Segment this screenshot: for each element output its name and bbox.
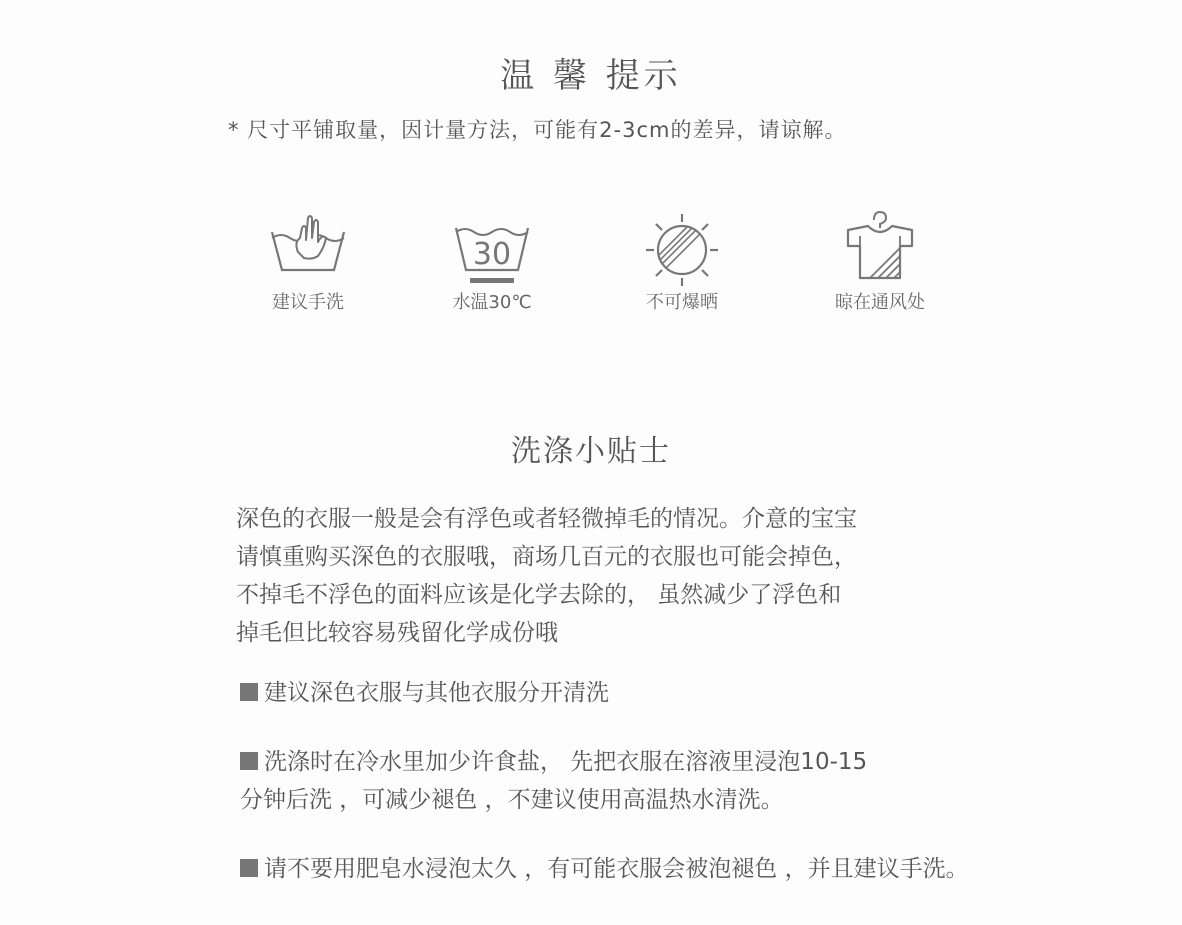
care-label-hand-wash: 建议手洗	[272, 292, 344, 313]
page-title: 温 馨 提示	[500, 56, 682, 96]
hand-wash-icon	[268, 212, 348, 278]
tips-title: 洗涤小贴士	[511, 434, 671, 469]
care-label-hang-dry: 晾在通风处	[835, 292, 925, 313]
care-label-wash-30: 水温30℃	[452, 292, 532, 313]
wash-30-badge: 30	[472, 237, 512, 272]
size-note: * 尺寸平铺取量，因计量方法，可能有2-3cm的差异，请谅解。	[228, 118, 847, 142]
tip-item-3	[240, 850, 969, 888]
care-item-no-sun	[582, 212, 782, 314]
care-item-wash-30	[392, 212, 592, 314]
paragraph-line: 请慎重购买深色的衣服哦，商场几百元的衣服也可能会掉色，	[236, 544, 857, 570]
bullet-square-icon	[240, 752, 258, 770]
no-sun-icon	[642, 212, 722, 286]
tip-text: 建议深色衣服与其他衣服分开清洗	[264, 680, 609, 706]
tip-item-1	[240, 674, 609, 712]
paragraph-line: 掉毛但比较容易残留化学成份哦	[236, 620, 558, 646]
paragraph-line: 深色的衣服一般是会有浮色或者轻微掉毛的情况。介意的宝宝	[236, 506, 857, 532]
tip-text: 请不要用肥皂水浸泡太久 ，有可能衣服会被泡褪色 ，并且建议手洗。	[264, 856, 969, 882]
care-item-hand-wash	[208, 212, 408, 314]
tip-item-2	[240, 743, 867, 819]
care-label-no-sun: 不可爆晒	[646, 292, 718, 313]
paragraph-line: 不掉毛不浮色的面料应该是化学去除的， 虽然减少了浮色和	[236, 582, 842, 608]
tip-text: 洗涤时在冷水里加少许食盐， 先把衣服在溶液里浸泡10-15	[264, 749, 868, 775]
care-item-hang-dry	[780, 208, 980, 314]
hang-dry-shade-icon	[840, 208, 920, 282]
tips-paragraph	[236, 500, 996, 652]
bullet-square-icon	[240, 683, 258, 701]
bullet-square-icon	[240, 859, 258, 877]
tip-text-continued: 分钟后洗 ，可减少褪色 ，不建议使用高温热水清洗。	[240, 787, 784, 813]
wash-30-icon	[452, 212, 532, 288]
